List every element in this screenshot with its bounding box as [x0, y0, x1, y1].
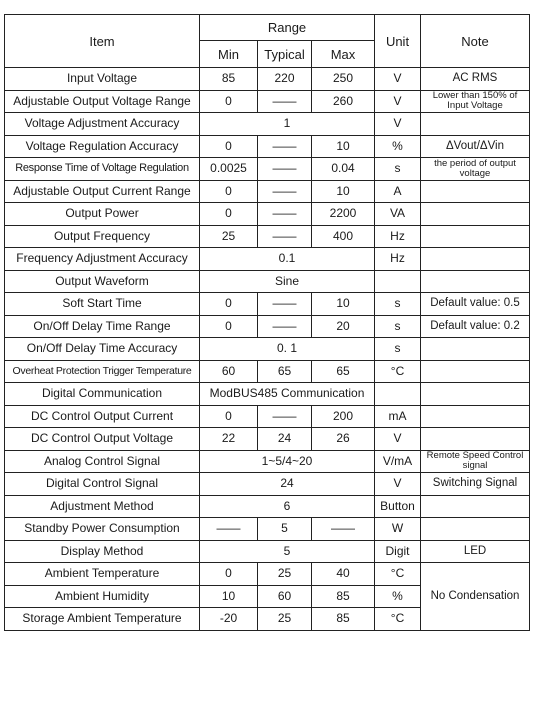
max-cell: 400 [312, 225, 375, 248]
header-note: Note [421, 15, 530, 68]
min-cell: 85 [200, 68, 258, 91]
min-cell: 0 [200, 203, 258, 226]
table-row [5, 405, 530, 428]
note-cell: Remote Speed Control signal [421, 450, 530, 473]
unit-cell: Hz [375, 225, 421, 248]
header-typical: Typical [258, 41, 312, 68]
unit-cell [375, 383, 421, 406]
item-cell: DC Control Output Voltage [5, 428, 200, 451]
max-cell: 10 [312, 180, 375, 203]
item-cell: Voltage Adjustment Accuracy [5, 113, 200, 136]
table-row [5, 495, 530, 518]
range-span-cell: Sine [200, 270, 375, 293]
note-cell [421, 225, 530, 248]
typical-cell: —— [258, 158, 312, 181]
unit-cell: V [375, 428, 421, 451]
unit-cell: mA [375, 405, 421, 428]
note-cell: Lower than 150% of Input Voltage [421, 90, 530, 113]
range-span-cell: 24 [200, 473, 375, 496]
note-cell [421, 248, 530, 271]
min-cell: -20 [200, 608, 258, 631]
unit-cell: °C [375, 360, 421, 383]
unit-cell: % [375, 585, 421, 608]
note-cell: LED [421, 540, 530, 563]
spec-table [4, 14, 530, 631]
min-cell: 0.0025 [200, 158, 258, 181]
min-cell: 25 [200, 225, 258, 248]
table-row [5, 203, 530, 226]
max-cell: 40 [312, 563, 375, 586]
note-cell: Switching Signal [421, 473, 530, 496]
item-cell: Output Frequency [5, 225, 200, 248]
range-span-cell: 1 [200, 113, 375, 136]
typical-cell: 25 [258, 563, 312, 586]
table-row [5, 563, 530, 586]
note-cell [421, 270, 530, 293]
item-cell: DC Control Output Current [5, 405, 200, 428]
table-row [5, 135, 530, 158]
item-cell: Digital Communication [5, 383, 200, 406]
table-row [5, 158, 530, 181]
typical-cell: —— [258, 225, 312, 248]
table-row [5, 180, 530, 203]
note-cell: the period of output voltage [421, 158, 530, 181]
item-cell: Adjustable Output Voltage Range [5, 90, 200, 113]
max-cell: 250 [312, 68, 375, 91]
note-cell [421, 383, 530, 406]
unit-cell: V/mA [375, 450, 421, 473]
unit-cell: V [375, 473, 421, 496]
unit-cell: % [375, 135, 421, 158]
unit-cell: W [375, 518, 421, 541]
range-span-cell: 6 [200, 495, 375, 518]
max-cell: 20 [312, 315, 375, 338]
item-cell: Soft Start Time [5, 293, 200, 316]
item-cell: Output Power [5, 203, 200, 226]
range-span-cell: ModBUS485 Communication [200, 383, 375, 406]
max-cell: 260 [312, 90, 375, 113]
range-span-cell: 0.1 [200, 248, 375, 271]
typical-cell: —— [258, 293, 312, 316]
typical-cell: —— [258, 405, 312, 428]
note-cell [421, 113, 530, 136]
note-cell [421, 203, 530, 226]
unit-cell [375, 270, 421, 293]
table-row [5, 428, 530, 451]
min-cell: 10 [200, 585, 258, 608]
header-max: Max [312, 41, 375, 68]
unit-cell: s [375, 293, 421, 316]
max-cell: 10 [312, 293, 375, 316]
item-cell: Adjustment Method [5, 495, 200, 518]
table-row [5, 68, 530, 91]
max-cell: 85 [312, 585, 375, 608]
table-row [5, 293, 530, 316]
min-cell: 0 [200, 563, 258, 586]
table-row [5, 113, 530, 136]
typical-cell: 5 [258, 518, 312, 541]
item-cell: Adjustable Output Current Range [5, 180, 200, 203]
table-row [5, 338, 530, 361]
unit-cell: s [375, 315, 421, 338]
max-cell: 10 [312, 135, 375, 158]
note-cell: Default value: 0.2 [421, 315, 530, 338]
unit-cell: V [375, 113, 421, 136]
note-cell [421, 428, 530, 451]
min-cell: 0 [200, 315, 258, 338]
table-row [5, 540, 530, 563]
note-cell [421, 338, 530, 361]
typical-cell: —— [258, 90, 312, 113]
note-cell [421, 360, 530, 383]
item-cell: Ambient Temperature [5, 563, 200, 586]
item-cell: Output Waveform [5, 270, 200, 293]
header-item: Item [5, 15, 200, 68]
min-cell: 60 [200, 360, 258, 383]
item-cell: Overheat Protection Trigger Temperature [5, 360, 200, 383]
min-cell: 0 [200, 405, 258, 428]
range-span-cell: 1~5/4~20 [200, 450, 375, 473]
unit-cell: °C [375, 563, 421, 586]
item-cell: Digital Control Signal [5, 473, 200, 496]
header-range: Range [200, 15, 375, 41]
header-min: Min [200, 41, 258, 68]
table-row [5, 90, 530, 113]
merged-note-cell: No Condensation [421, 563, 530, 631]
unit-cell: °C [375, 608, 421, 631]
item-cell: Standby Power Consumption [5, 518, 200, 541]
typical-cell: 25 [258, 608, 312, 631]
item-cell: Frequency Adjustment Accuracy [5, 248, 200, 271]
max-cell: 2200 [312, 203, 375, 226]
min-cell: —— [200, 518, 258, 541]
note-cell [421, 405, 530, 428]
max-cell: 200 [312, 405, 375, 428]
unit-cell: Digit [375, 540, 421, 563]
note-cell [421, 180, 530, 203]
note-cell: Default value: 0.5 [421, 293, 530, 316]
min-cell: 0 [200, 180, 258, 203]
max-cell: 85 [312, 608, 375, 631]
item-cell: On/Off Delay Time Accuracy [5, 338, 200, 361]
table-row [5, 518, 530, 541]
range-span-cell: 5 [200, 540, 375, 563]
table-row [5, 450, 530, 473]
min-cell: 22 [200, 428, 258, 451]
item-cell: Storage Ambient Temperature [5, 608, 200, 631]
table-row [5, 473, 530, 496]
note-cell [421, 518, 530, 541]
unit-cell: V [375, 90, 421, 113]
typical-cell: 60 [258, 585, 312, 608]
item-cell: On/Off Delay Time Range [5, 315, 200, 338]
item-cell: Analog Control Signal [5, 450, 200, 473]
typical-cell: —— [258, 203, 312, 226]
max-cell: 26 [312, 428, 375, 451]
item-cell: Display Method [5, 540, 200, 563]
table-row [5, 225, 530, 248]
unit-cell: s [375, 158, 421, 181]
unit-cell: Hz [375, 248, 421, 271]
unit-cell: s [375, 338, 421, 361]
item-cell: Ambient Humidity [5, 585, 200, 608]
table-row [5, 248, 530, 271]
table-row [5, 383, 530, 406]
typical-cell: —— [258, 180, 312, 203]
unit-cell: Button [375, 495, 421, 518]
typical-cell: 220 [258, 68, 312, 91]
max-cell: 0.04 [312, 158, 375, 181]
note-cell: ΔVout/ΔVin [421, 135, 530, 158]
unit-cell: VA [375, 203, 421, 226]
note-cell: AC RMS [421, 68, 530, 91]
max-cell: —— [312, 518, 375, 541]
table-row [5, 360, 530, 383]
item-cell: Response Time of Voltage Regulation [5, 158, 200, 181]
typical-cell: —— [258, 315, 312, 338]
unit-cell: V [375, 68, 421, 91]
min-cell: 0 [200, 90, 258, 113]
min-cell: 0 [200, 135, 258, 158]
note-cell [421, 495, 530, 518]
min-cell: 0 [200, 293, 258, 316]
typical-cell: 24 [258, 428, 312, 451]
header-unit: Unit [375, 15, 421, 68]
table-row [5, 315, 530, 338]
table-row [5, 270, 530, 293]
unit-cell: A [375, 180, 421, 203]
max-cell: 65 [312, 360, 375, 383]
typical-cell: —— [258, 135, 312, 158]
item-cell: Input Voltage [5, 68, 200, 91]
range-span-cell: 0. 1 [200, 338, 375, 361]
typical-cell: 65 [258, 360, 312, 383]
item-cell: Voltage Regulation Accuracy [5, 135, 200, 158]
